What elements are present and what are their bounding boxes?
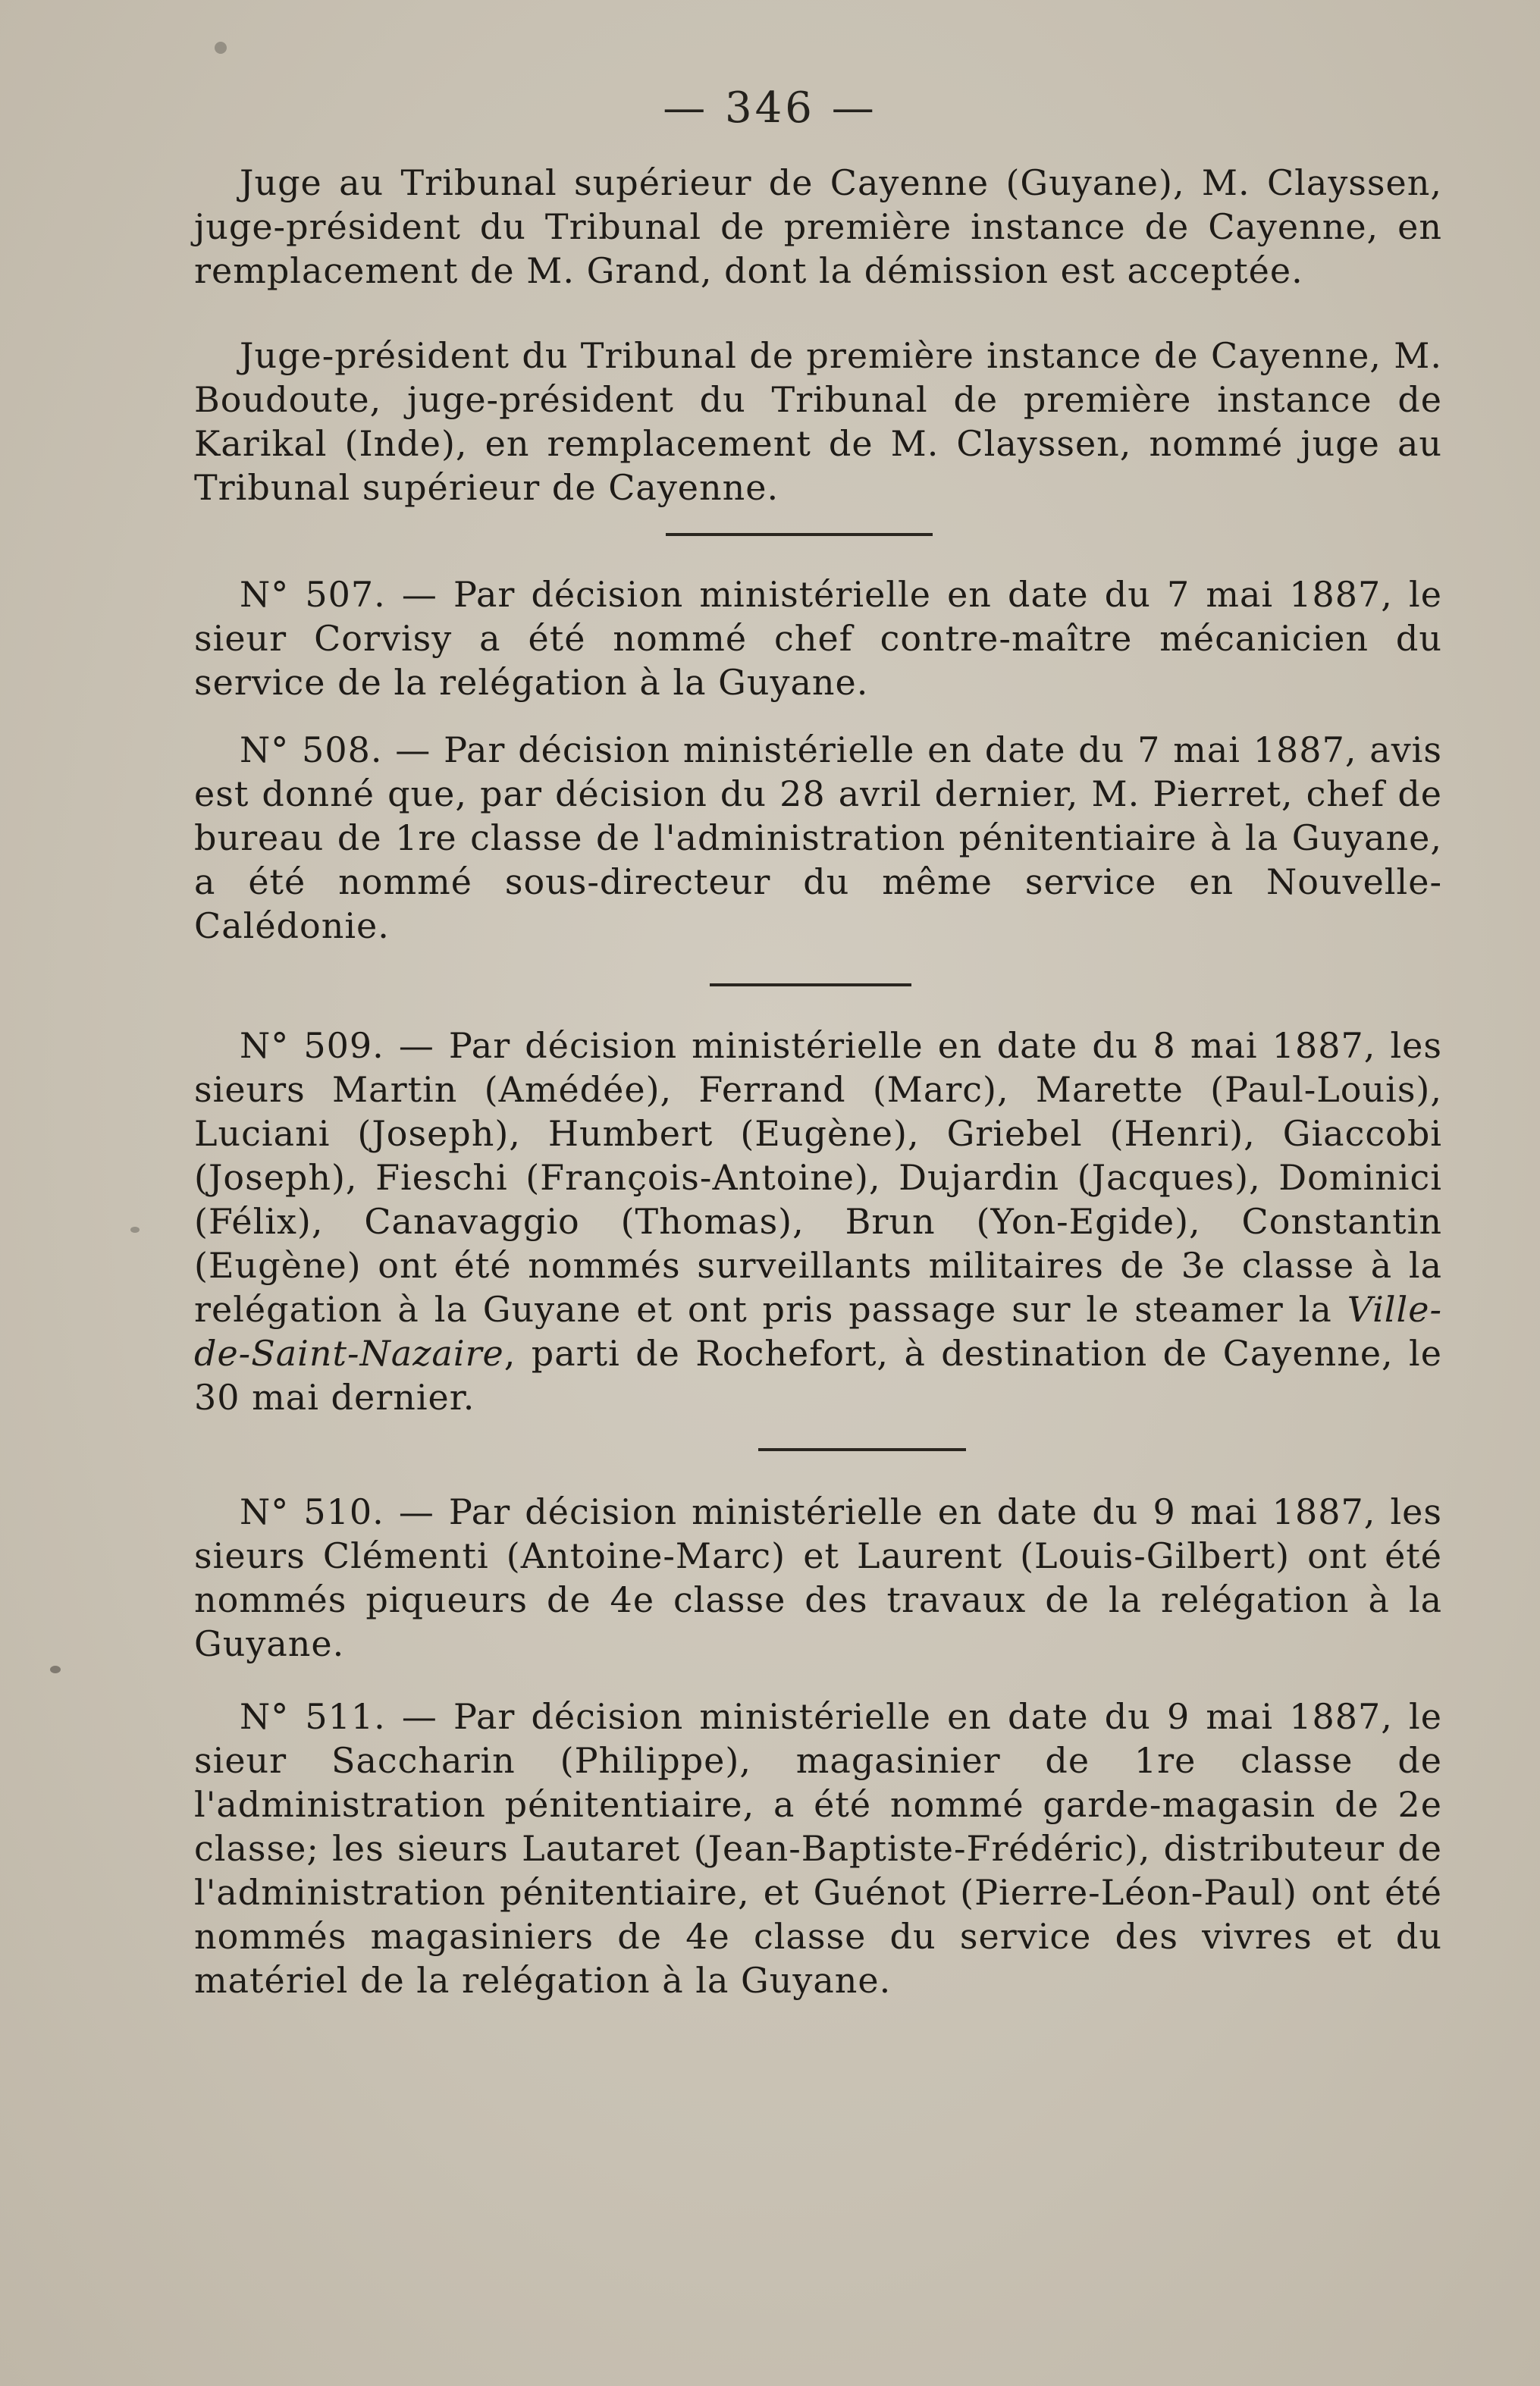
ink-spot — [215, 42, 227, 54]
paragraph-511: N° 511. — Par décision ministérielle en date du 9 mai 1887, le sieur Saccharin (Philippe), magasinier de 1re classe de l'administration pénitentiaire, a été nommé garde-magasin de 2e classe; les sieurs Lautaret (Jean-Baptiste-Frédéric), distributeur de l'administration pénitentiaire, et Guénot (Pierre-Léon-Paul) ont été nommés magasiniers de 4e classe du service des vivres et du matériel de la relégation à la Guyane. — [194, 1696, 1442, 2001]
section-divider — [710, 983, 911, 986]
paragraph-509-block — [194, 1024, 1442, 1419]
section-divider — [758, 1448, 966, 1451]
paragraph-509-text: N° 509. — Par décision ministérielle en date du 8 mai 1887, les sieurs Martin (Amédée), Ferrand (Marc), Marette (Paul-Louis), Luciani (Joseph), Humbert (Eugène), Griebel (Henri), Giaccobi (Joseph), Fieschi (François-Antoine), Dujardin (Jacques), Dominici (Félix), Canavaggio (Thomas), Brun (Yon-Egide), Constantin (Eugène) ont été nommés surveillants militaires de 3e classe à la relégation à la Guyane et ont pris passage sur le steamer la — [194, 1025, 1442, 1330]
paragraph-507: N° 507. — Par décision ministérielle en date du 7 mai 1887, le sieur Corvisy a été nommé chef contre-maître mécanicien du service de la relégation à la Guyane. — [194, 574, 1442, 703]
page-number: — 346 — — [663, 83, 877, 133]
paragraph-juge-president: Juge-président du Tribunal de première instance de Cayenne, M. Boudoute, juge-président du Tribunal de première instance de Karikal (Inde), en remplacement de M. Clayssen, nommé juge au Tribunal supérieur de Cayenne. — [194, 335, 1442, 508]
paragraph-511-block — [194, 1695, 1442, 2002]
paragraph-510: N° 510. — Par décision ministérielle en date du 9 mai 1887, les sieurs Clémenti (Antoine-Marc) et Laurent (Louis-Gilbert) ont été nommés piqueurs de 4e classe des travaux de la relégation à la Guyane. — [194, 1491, 1442, 1664]
paragraph-juge-president-block — [194, 334, 1442, 509]
paragraph-appointments-cayenne — [194, 161, 1442, 293]
ship-name: Ville-de-Saint-Nazaire — [194, 1289, 1442, 1374]
ink-spot — [130, 1227, 140, 1233]
paragraph-508-block — [194, 728, 1442, 948]
paragraph-508: N° 508. — Par décision ministérielle en date du 7 mai 1887, avis est donné que, par décision du 28 avril dernier, M. Pierret, chef de bureau de 1re classe de l'administration pénitentiaire à la Guyane, a été nommé sous-directeur du même service en Nouvelle-Calédonie. — [194, 729, 1442, 946]
paragraph-juge-tribunal-superieur: Juge au Tribunal supérieur de Cayenne (Guyane), M. Clayssen, juge-président du Tribunal de première instance de Cayenne, en remplacement de M. Grand, dont la démission est acceptée. — [194, 162, 1442, 291]
section-divider — [666, 533, 933, 536]
paragraph-509-text-end: , parti de Rochefort, à destination de Cayenne, le 30 mai dernier. — [194, 1333, 1442, 1418]
ink-spot — [50, 1666, 61, 1673]
paragraph-507-block — [194, 572, 1442, 704]
paragraph-509 — [194, 1024, 1442, 1419]
paragraph-510-block — [194, 1490, 1442, 1666]
